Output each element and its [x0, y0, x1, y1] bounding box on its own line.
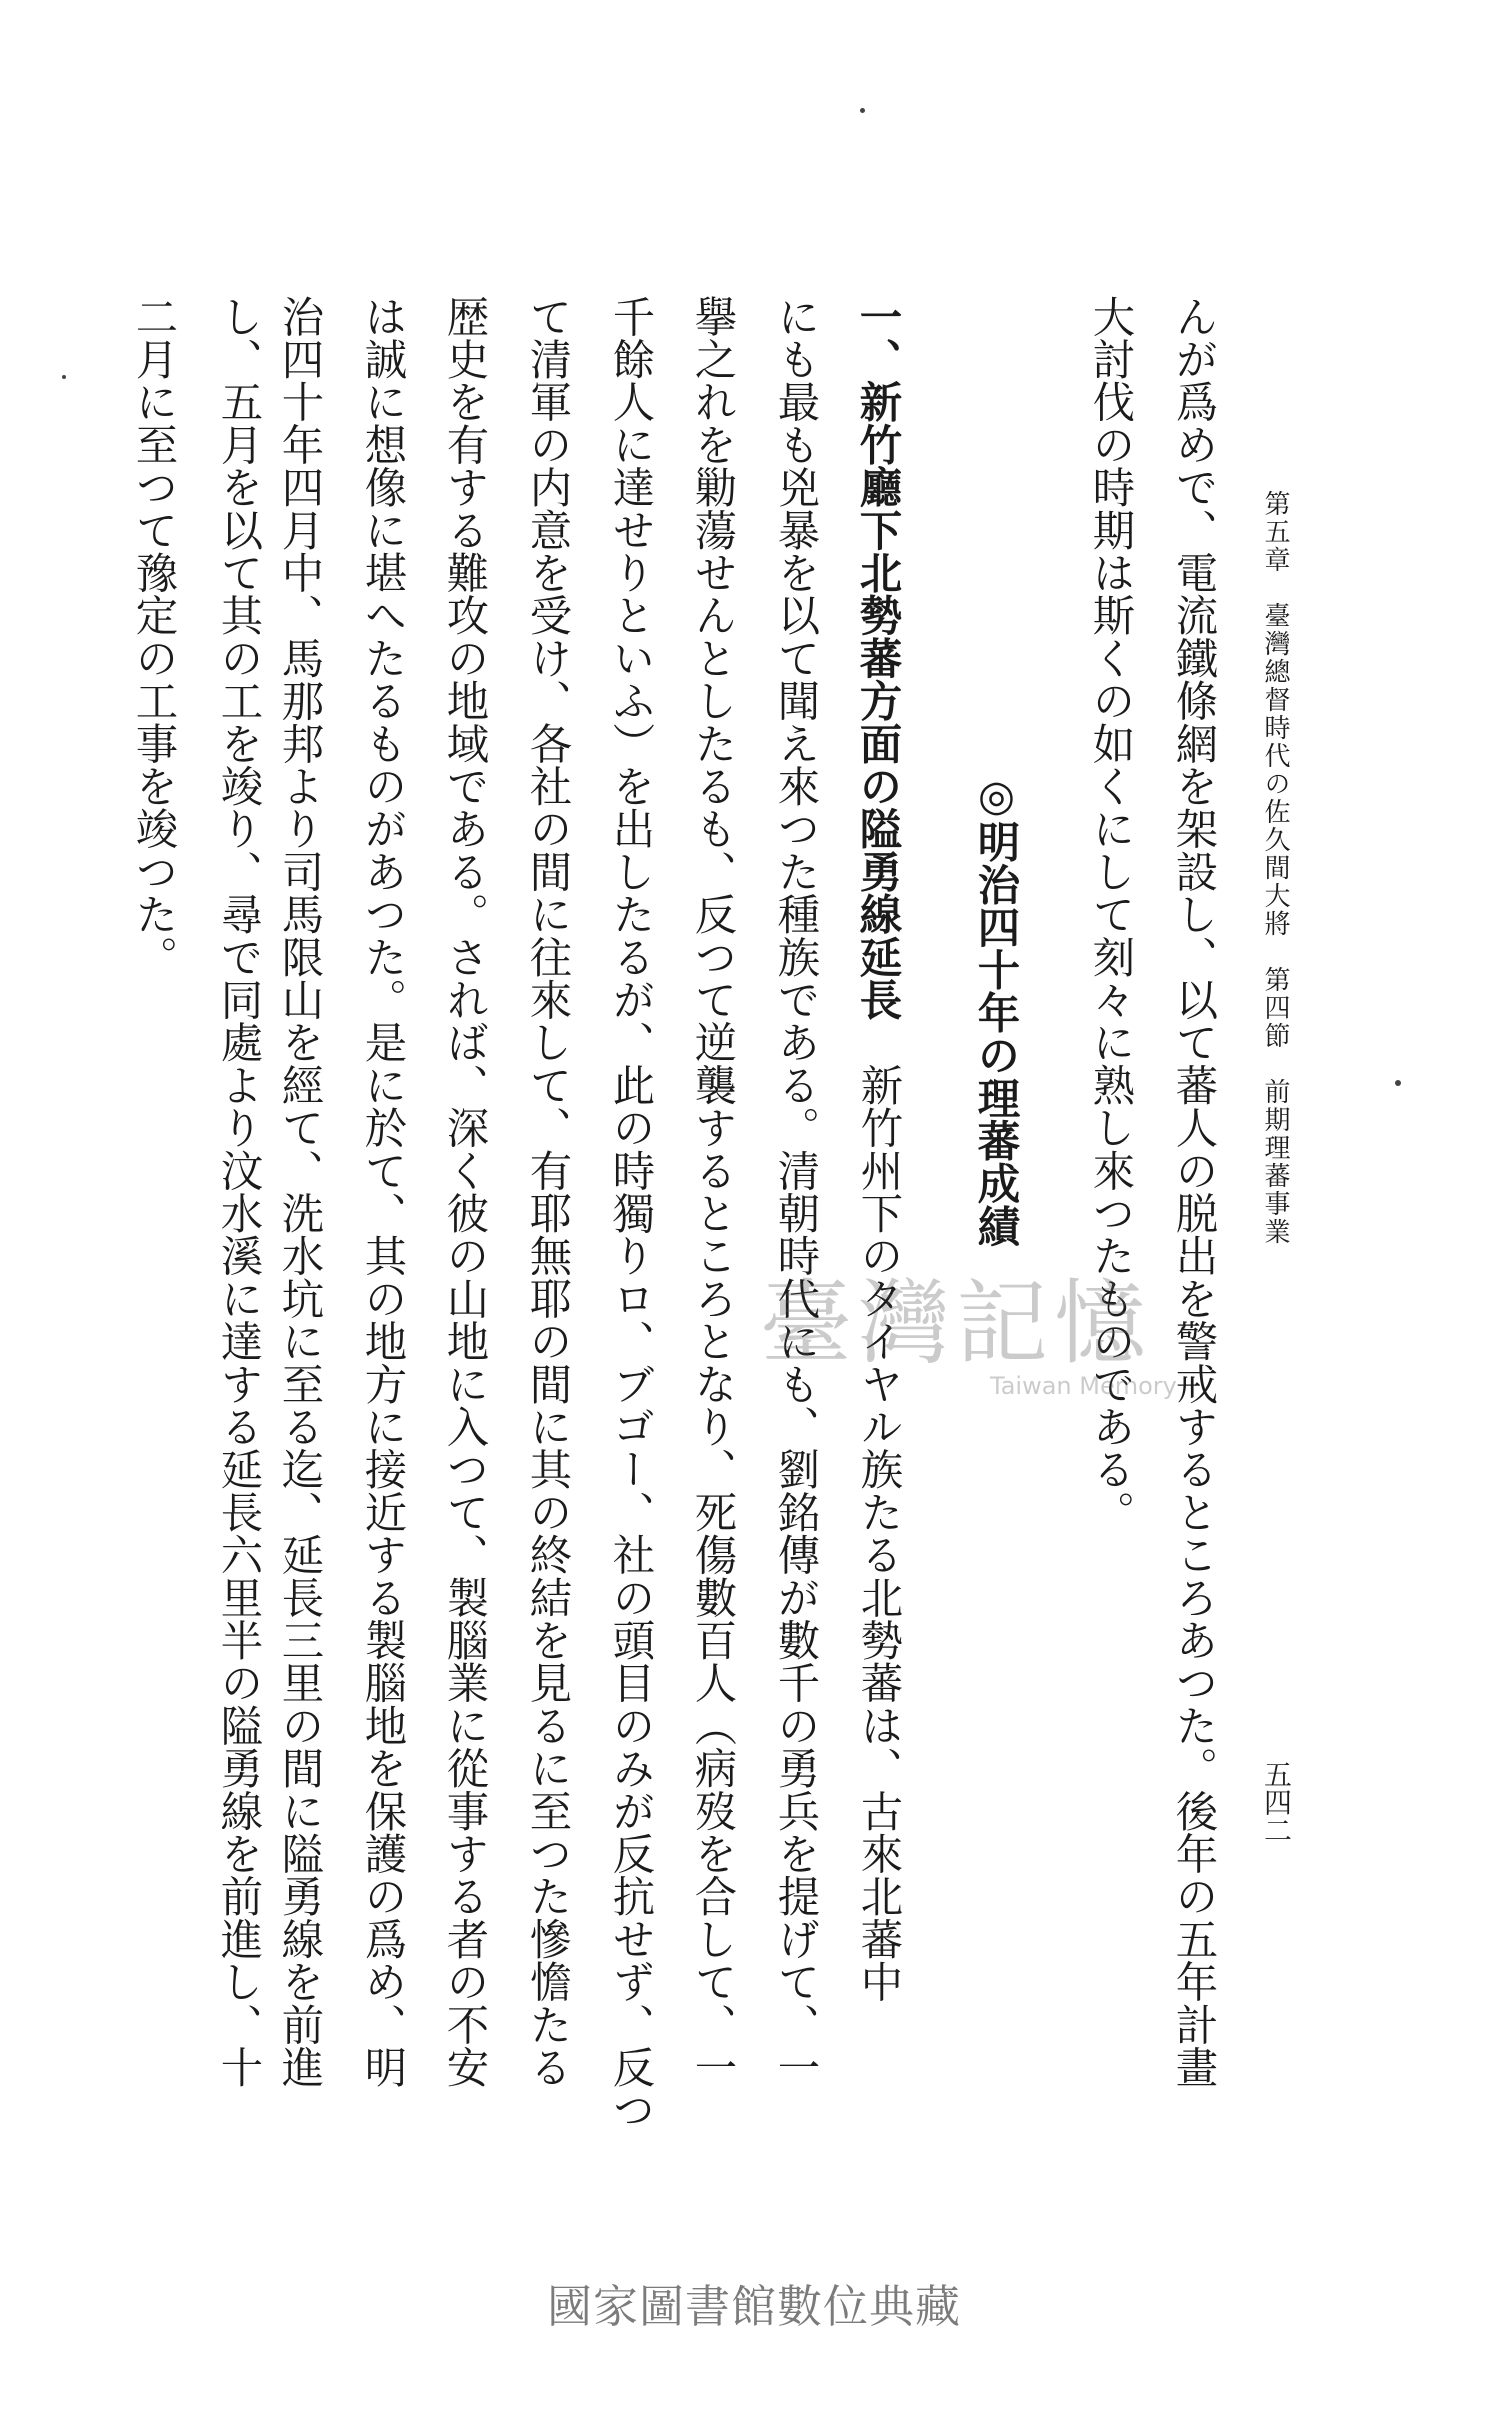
body-line-8: 千餘人に達せりといふ）を出したるが、此の時獨りロ、ブゴー、社の頭目のみが反抗せず、反つ	[606, 295, 656, 2132]
page-number: 五四二	[1260, 1760, 1293, 1844]
body-line-14: 二月に至つて豫定の工事を竣つた。	[129, 295, 179, 979]
body-line-11: は誠に想像に堪へたるものがあつた。是に於て、其の地方に接近する製腦地を保護の爲め、明	[358, 295, 408, 2089]
scan-speck	[62, 375, 66, 379]
item-heading: 一、新竹廳下北勢蕃方面の隘勇線延長	[853, 295, 904, 1021]
body-line-1: んが爲めで、電流鐵條網を架設し、以て蕃人の脱出を警戒するところあつた。後年の五年計畫	[1169, 295, 1219, 2089]
scan-speck	[860, 108, 865, 113]
body-line-9: て清軍の内意を受け、各社の間に往來して、有耶無耶の間に其の終結を見るに至つた慘憺たる	[523, 295, 573, 2089]
section-heading: ◎明治四十年の理蕃成績	[971, 770, 1022, 1248]
watermark-logo-text: 臺灣記憶	[760, 1270, 1153, 1377]
body-line-13: し、五月を以て其の工を竣り、尋で同處より汶水溪に達する延長六里半の隘勇線を前進し、十	[214, 295, 264, 2089]
body-line-7: 擧之れを勦蕩せんとしたるも、反つて逆襲するところとなり、死傷數百人（病歿を合して、一	[688, 295, 738, 2089]
body-line-2: 大討伐の時期は斯くの如くにして刻々に熟し來つたものである。	[1086, 295, 1136, 1534]
running-title: 第五章 臺灣總督時代の佐久間大將 第四節 前期理蕃事業	[1260, 490, 1290, 1246]
body-line-6: にも最も兇暴を以て聞え來つた種族である。清朝時代にも、劉銘傳が數千の勇兵を提げて、一	[771, 295, 821, 2089]
item-intro-text: 新竹州下のタイヤル族たる北勢蕃は、古來北蕃中	[854, 1020, 904, 2004]
scan-speck	[1395, 1080, 1401, 1086]
watermark-subtext: Taiwan Memory	[990, 1372, 1177, 1400]
body-line-10: 歴史を有する難攻の地域である。されば、深く彼の山地に入つて、製腦業に從事する者の不安	[440, 295, 490, 2089]
footer-credit: 國家圖書館數位典藏	[546, 2280, 961, 2333]
body-line-paragraph-start	[853, 295, 904, 2004]
body-line-12: 治四十年四月中、馬那邦より司馬限山を經て、洗水坑に至る迄、延長三里の間に隘勇線を前進	[275, 295, 325, 2089]
